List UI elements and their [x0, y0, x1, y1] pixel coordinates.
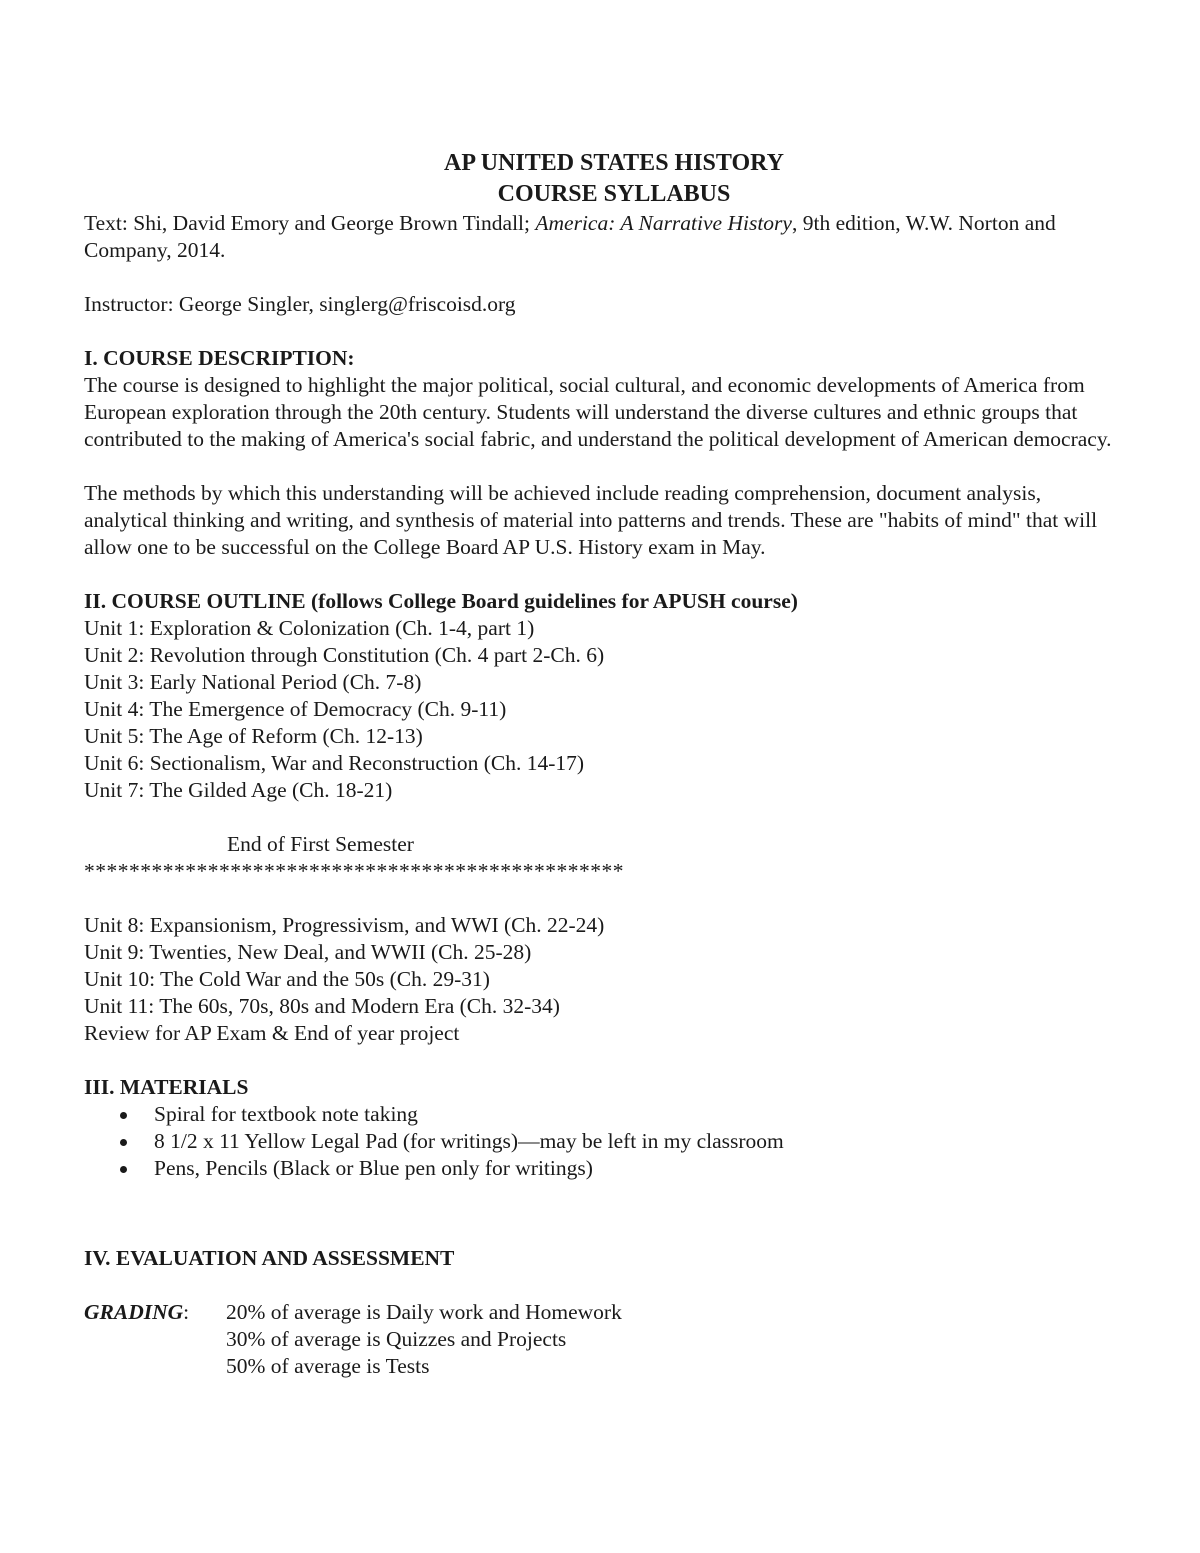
unit-item: Unit 1: Exploration & Colonization (Ch. 1-4, part 1) [84, 616, 535, 640]
course-description-paragraph-2: The methods by which this understanding will be achieved include reading comprehension, document analysis, analytical thinking and writing, and synthesis of material into patterns and trends. These are "habits of mind" that will allow one to be successful on the College Board AP U.S. History exam in May. [84, 481, 1098, 559]
grading-block [84, 1299, 1124, 1380]
grading-line: 30% of average is Quizzes and Projects [226, 1327, 567, 1351]
course-description-paragraph-1: The course is designed to highlight the major political, social cultural, and economic developments of America from European exploration through the 20th century. Students will understand the diverse cultures and ethnic groups that contributed to the making of America's social fabric, and understand the political development of American democracy. [84, 373, 1112, 451]
list-item-text: Spiral for textbook note taking [154, 1102, 418, 1126]
unit-item: Unit 3: Early National Period (Ch. 7-8) [84, 670, 422, 694]
unit-item: Unit 2: Revolution through Constitution (Ch. 4 part 2-Ch. 6) [84, 643, 605, 667]
title-line-2: COURSE SYLLABUS [497, 181, 731, 207]
course-description-heading: I. COURSE DESCRIPTION: [84, 346, 355, 370]
unit-item: Review for AP Exam & End of year project [84, 1021, 460, 1045]
textbook-suffix: , 9th edition, W.W. Norton and Company, 2014. [84, 211, 1056, 262]
textbook-prefix: Text: Shi, David Emory and George Brown Tindall; [84, 211, 536, 235]
unit-item: Unit 8: Expansionism, Progressivism, and WWI (Ch. 22-24) [84, 913, 605, 937]
instructor-line: Instructor: George Singler, singlerg@friscoisd.org [84, 292, 516, 316]
list-item [120, 1155, 1124, 1182]
grading-line: 20% of average is Daily work and Homework [226, 1300, 622, 1324]
list-item [120, 1101, 1124, 1128]
materials-heading: III. MATERIALS [84, 1075, 249, 1099]
list-item [120, 1128, 1124, 1155]
textbook-title: America: A Narrative History [535, 211, 792, 235]
bullet-icon [120, 1166, 127, 1173]
semester-break-label: End of First Semester [227, 832, 414, 856]
list-item-text: Pens, Pencils (Black or Blue pen only for writings) [154, 1156, 593, 1180]
bullet-icon [120, 1112, 127, 1119]
grading-label-text: GRADING [84, 1300, 184, 1324]
unit-item: Unit 11: The 60s, 70s, 80s and Modern Era (Ch. 32-34) [84, 994, 560, 1018]
grading-line: 50% of average is Tests [226, 1354, 430, 1378]
unit-item: Unit 6: Sectionalism, War and Reconstruction (Ch. 14-17) [84, 751, 585, 775]
page-title [84, 148, 1124, 210]
unit-item: Unit 7: The Gilded Age (Ch. 18-21) [84, 778, 393, 802]
title-line-1: AP UNITED STATES HISTORY [444, 150, 784, 176]
grading-colon: : [183, 1300, 190, 1324]
grading-label [84, 1299, 226, 1380]
units-semester-2 [84, 912, 1124, 1047]
unit-item: Unit 5: The Age of Reform (Ch. 12-13) [84, 724, 423, 748]
units-semester-1 [84, 615, 1124, 804]
bullet-icon [120, 1139, 127, 1146]
semester-divider: ************************************************ [84, 859, 624, 883]
list-item-text: 8 1/2 x 11 Yellow Legal Pad (for writings)—may be left in my classroom [154, 1129, 784, 1153]
unit-item: Unit 4: The Emergence of Democracy (Ch. 9-11) [84, 697, 507, 721]
materials-list [84, 1101, 1124, 1182]
unit-item: Unit 9: Twenties, New Deal, and WWII (Ch. 25-28) [84, 940, 532, 964]
grading-lines [226, 1299, 622, 1380]
unit-item: Unit 10: The Cold War and the 50s (Ch. 29-31) [84, 967, 490, 991]
evaluation-heading: IV. EVALUATION AND ASSESSMENT [84, 1246, 455, 1270]
course-outline-heading: II. COURSE OUTLINE (follows College Board guidelines for APUSH course) [84, 589, 798, 613]
textbook-info [84, 210, 1124, 264]
syllabus-page [84, 148, 1124, 1380]
